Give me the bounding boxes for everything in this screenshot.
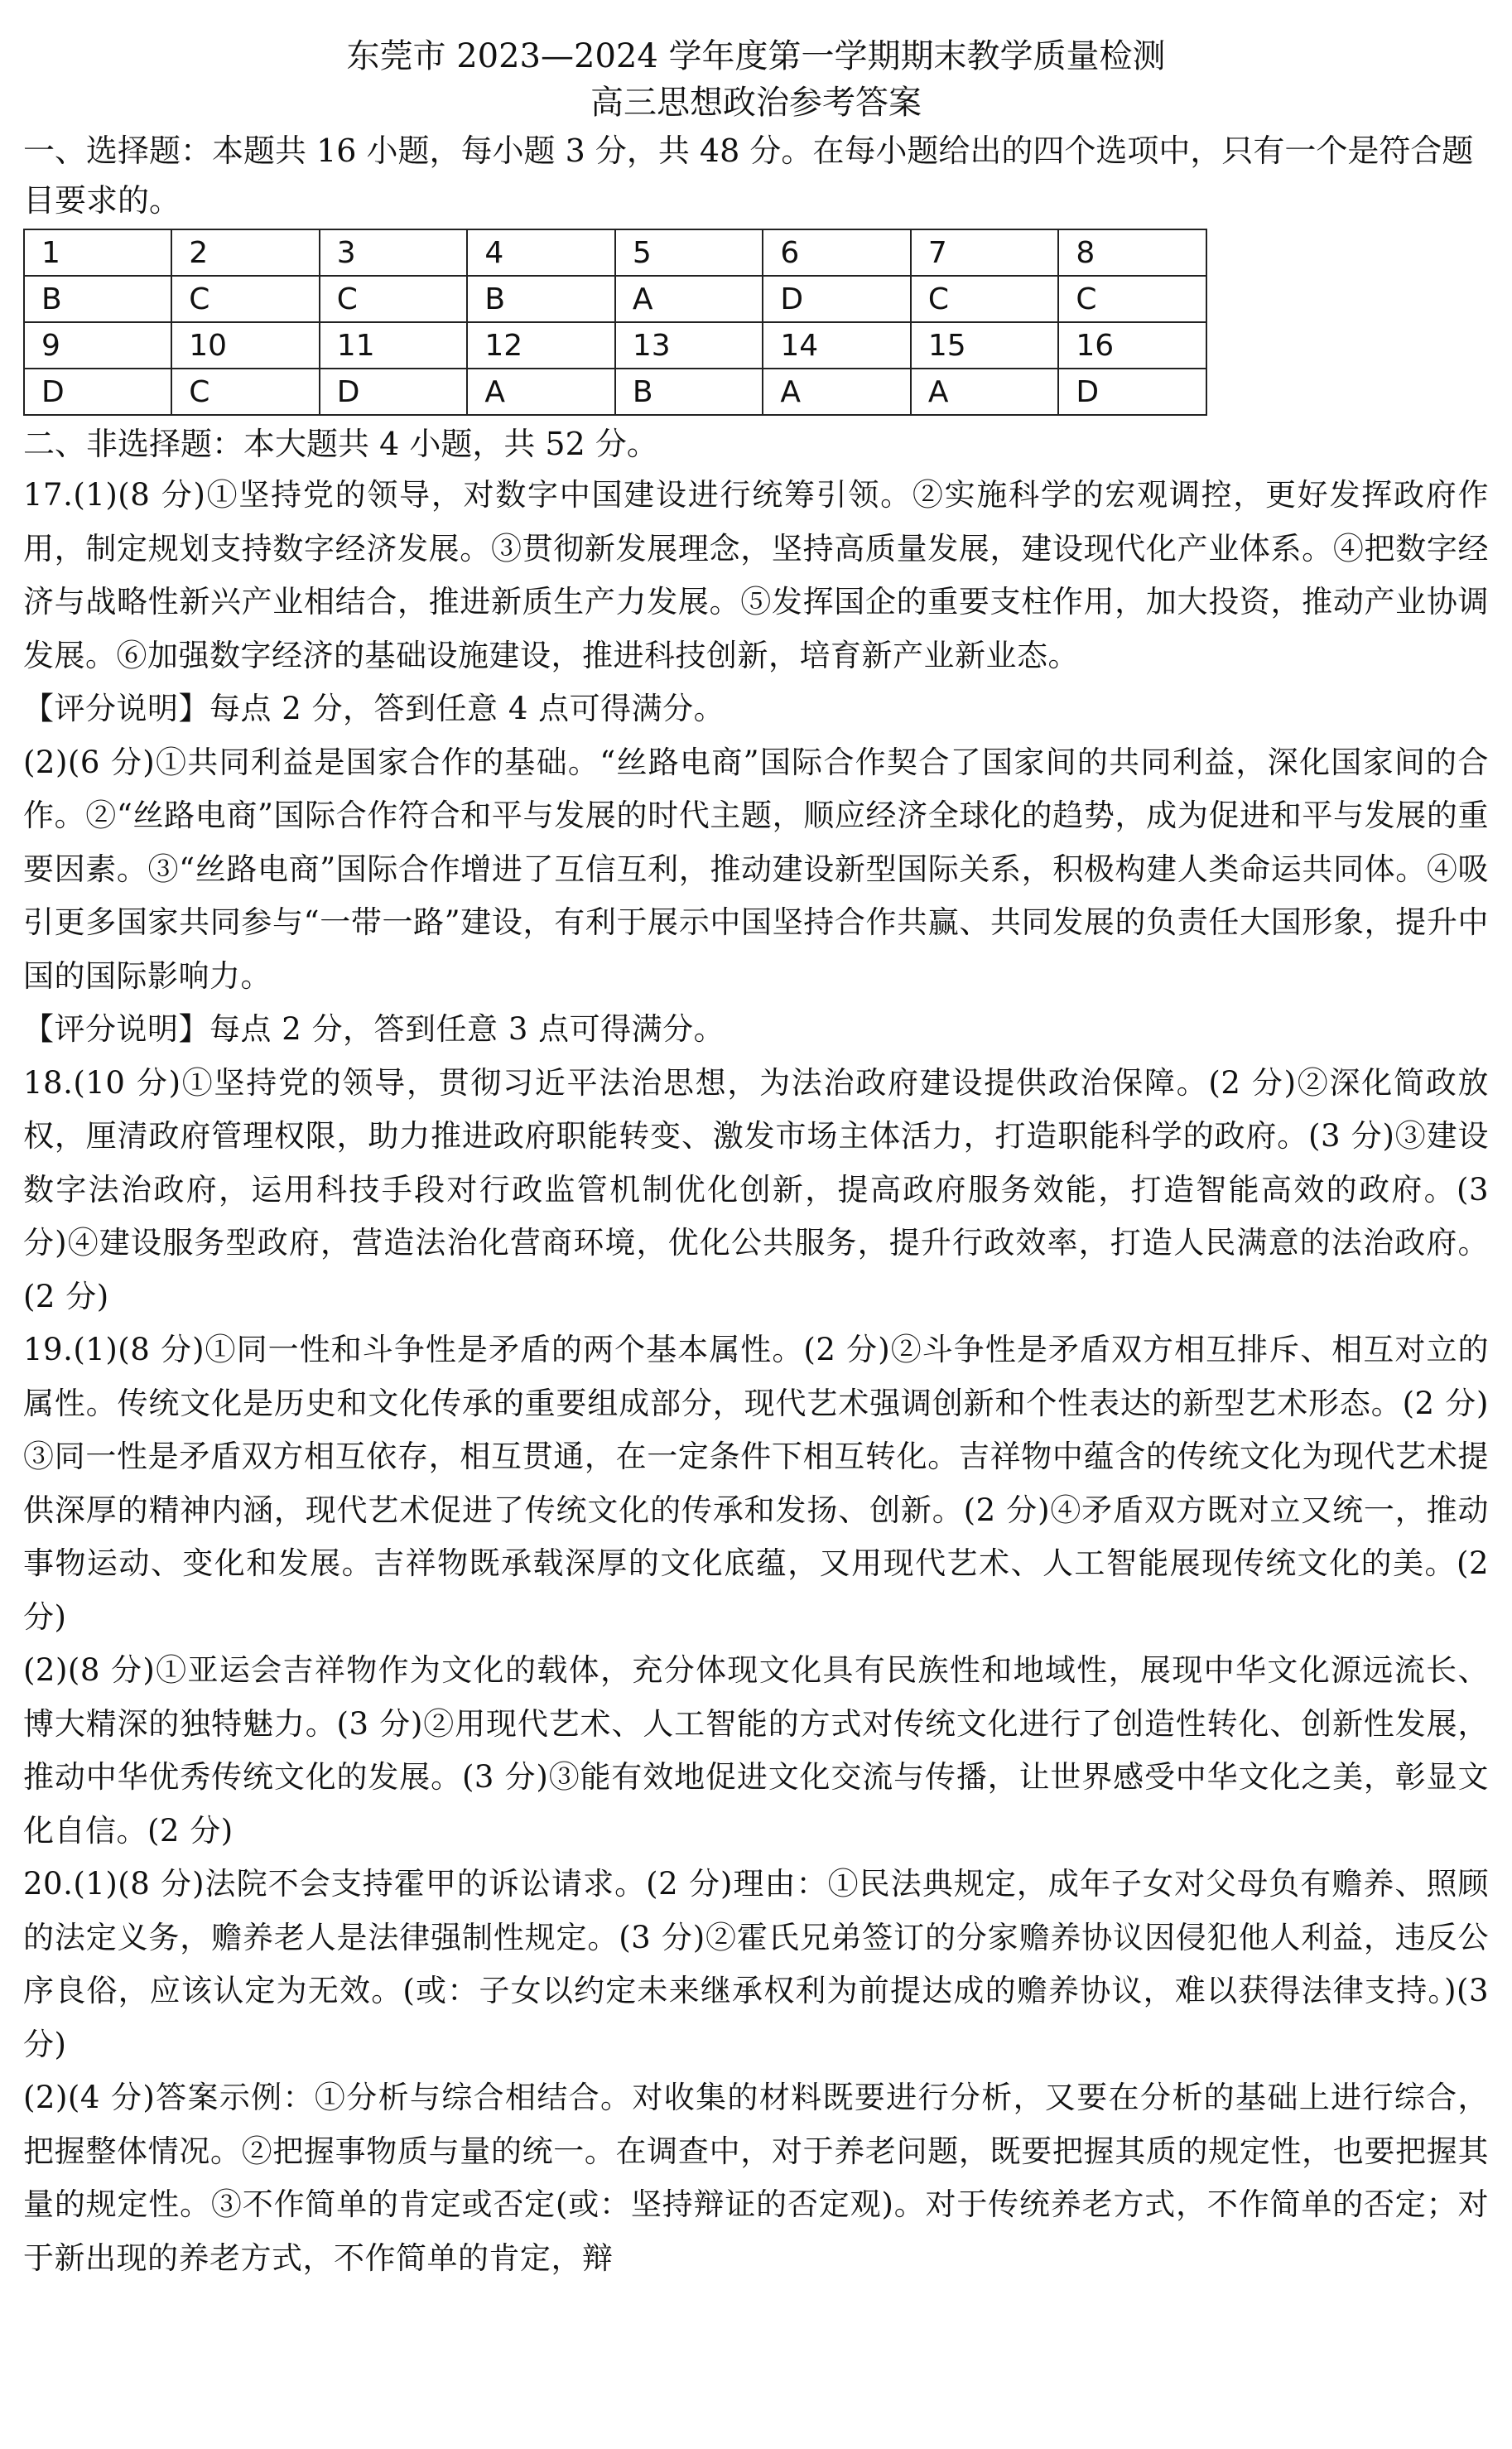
question-number-cell: 4 bbox=[467, 229, 615, 276]
answer-letter-cell: B bbox=[615, 369, 763, 415]
answer-letter-cell: D bbox=[763, 276, 911, 322]
question-number-cell: 9 bbox=[24, 322, 171, 369]
document-title-line1: 东莞市 2023—2024 学年度第一学期期末教学质量检测 bbox=[346, 37, 1166, 75]
question-number-cell: 8 bbox=[1058, 229, 1206, 276]
answer-paragraph: (2)(6 分)①共同利益是国家合作的基础。“丝路电商”国际合作契合了国家间的共同利益，深化国家间的合作。②“丝路电商”国际合作符合和平与发展的时代主题，顺应经济全球化的趋势，成为促进和平与发展的重要因素。③“丝路电商”国际合作增进了互信互利，推动建设新型国际关系，积极构建人类命运共同体。④吸引更多国家共同参与“一带一路”建设，有利于展示中国坚持合作共赢、共同发展的负责任大国形象，提升中国的国际影响力。 bbox=[23, 744, 1490, 994]
answer-paragraph: 19.(1)(8 分)①同一性和斗争性是矛盾的两个基本属性。(2 分)②斗争性是矛盾双方相互排斥、相互对立的属性。传统文化是历史和文化传承的重要组成部分，现代艺术强调创新和个性表达的新型艺术形态。(2 分) ③同一性是矛盾双方相互依存，相互贯通，在一定条件下相互转化。吉祥物中蕴含的传统文化为现代艺术提供深厚的精神内涵，现代艺术促进了传统文化的传承和发扬、创新。(2 分)④矛盾双方既对立又统一，推动事物运动、变化和发展。吉祥物既承载深厚的文化底蕴，又用现代艺术、人工智能展现传统文化的美。(2 分) bbox=[23, 1332, 1489, 1635]
question-number-cell: 3 bbox=[320, 229, 468, 276]
question-number-row bbox=[24, 322, 1206, 369]
question-number-cell: 2 bbox=[171, 229, 320, 276]
answer-letter-cell: C bbox=[320, 276, 468, 322]
document-title-line2: 高三思想政治参考答案 bbox=[590, 84, 922, 122]
question-number-cell: 16 bbox=[1058, 322, 1206, 369]
answer-paragraph: 18.(10 分)①坚持党的领导，贯彻习近平法治思想，为法治政府建设提供政治保障。(2 分)②深化简政放权，厘清政府管理权限，助力推进政府职能转变、激发市场主体活力，打造职能科学的政府。(3 分)③建设数字法治政府，运用科技手段对行政监管机制优化创新，提高政府服务效能，打造智能高效的政府。(3 分)④建设服务型政府，营造法治化营商环境，优化公共服务，提升行政效率，打造人民满意的法治政府。(2 分) bbox=[23, 1064, 1489, 1314]
answer-key-table bbox=[23, 229, 1207, 416]
answer-paragraph: 17.(1)(8 分)①坚持党的领导，对数字中国建设进行统筹引领。②实施科学的宏观调控，更好发挥政府作用，制定规划支持数字经济发展。③贯彻新发展理念，坚持高质量发展，建设现代化产业体系。④把数字经济与战略性新兴产业相结合，推进新质生产力发展。⑤发挥国企的重要支柱作用，加大投资，推动产业协调发展。⑥加强数字经济的基础设施建设，推进科技创新，培育新产业新业态。 bbox=[23, 477, 1489, 673]
answer-letter-row bbox=[24, 276, 1206, 322]
question-number-cell: 7 bbox=[911, 229, 1059, 276]
answer-letter-cell: A bbox=[763, 369, 911, 415]
question-number-cell: 12 bbox=[467, 322, 615, 369]
answer-letter-cell: D bbox=[320, 369, 468, 415]
question-number-cell: 11 bbox=[320, 322, 468, 369]
question-number-cell: 14 bbox=[763, 322, 911, 369]
answer-letter-cell: C bbox=[911, 276, 1059, 322]
question-number-cell: 1 bbox=[24, 229, 171, 276]
question-number-cell: 6 bbox=[763, 229, 911, 276]
answer-letter-cell: A bbox=[467, 369, 615, 415]
question-number-cell: 13 bbox=[615, 322, 763, 369]
section1-heading: 一、选择题：本题共 16 小题，每小题 3 分，共 48 分。在每小题给出的四个选项中，只有一个是符合题目要求的。 bbox=[23, 133, 1474, 219]
answer-paragraph: 【评分说明】每点 2 分，答到任意 3 点可得满分。 bbox=[23, 1011, 725, 1047]
answer-paragraph: 【评分说明】每点 2 分，答到任意 4 点可得满分。 bbox=[23, 691, 725, 726]
answer-letter-cell: C bbox=[171, 369, 320, 415]
answer-paragraphs bbox=[23, 469, 1489, 2285]
answer-document bbox=[23, 33, 1489, 2285]
answer-letter-cell: D bbox=[1058, 369, 1206, 415]
answer-letter-cell: B bbox=[24, 276, 171, 322]
answer-letter-row bbox=[24, 369, 1206, 415]
answer-letter-cell: A bbox=[911, 369, 1059, 415]
answer-letter-cell: B bbox=[467, 276, 615, 322]
question-number-row bbox=[24, 229, 1206, 276]
question-number-cell: 15 bbox=[911, 322, 1059, 369]
answer-letter-cell: C bbox=[171, 276, 320, 322]
question-number-cell: 5 bbox=[615, 229, 763, 276]
section2-heading: 二、非选择题：本大题共 4 小题，共 52 分。 bbox=[23, 426, 658, 462]
question-number-cell: 10 bbox=[171, 322, 320, 369]
answer-paragraph: (2)(8 分)①亚运会吉祥物作为文化的载体，充分体现文化具有民族性和地域性，展现中华文化源远流长、博大精深的独特魅力。(3 分)②用现代艺术、人工智能的方式对传统文化进行了创造性转化、创新性发展，推动中华优秀传统文化的发展。(3 分)③能有效地促进文化交流与传播，让世界感受中华文化之美，彰显文化自信。(2 分) bbox=[23, 1652, 1489, 1849]
answer-letter-cell: D bbox=[24, 369, 171, 415]
answer-letter-cell: C bbox=[1058, 276, 1206, 322]
answer-letter-cell: A bbox=[615, 276, 763, 322]
answer-paragraph: 20.(1)(8 分)法院不会支持霍甲的诉讼请求。(2 分)理由：①民法典规定，成年子女对父母负有赡养、照顾的法定义务，赡养老人是法律强制性规定。(3 分)②霍氏兄弟签订的分家赡养协议因侵犯他人利益，违反公序良俗，应该认定为无效。(或：子女以约定未来继承权利为前提达成的赡养协议，难以获得法律支持。)(3 分) bbox=[23, 1866, 1489, 2062]
answer-paragraph: (2)(4 分)答案示例：①分析与综合相结合。对收集的材料既要进行分析，又要在分析的基础上进行综合，把握整体情况。②把握事物质与量的统一。在调查中，对于养老问题，既要把握其质的规定性，也要把握其量的规定性。③不作简单的肯定或否定(或：坚持辩证的否定观)。对于传统养老方式，不作简单的否定；对于新出现的养老方式，不作简单的肯定，辩 bbox=[23, 2080, 1489, 2276]
